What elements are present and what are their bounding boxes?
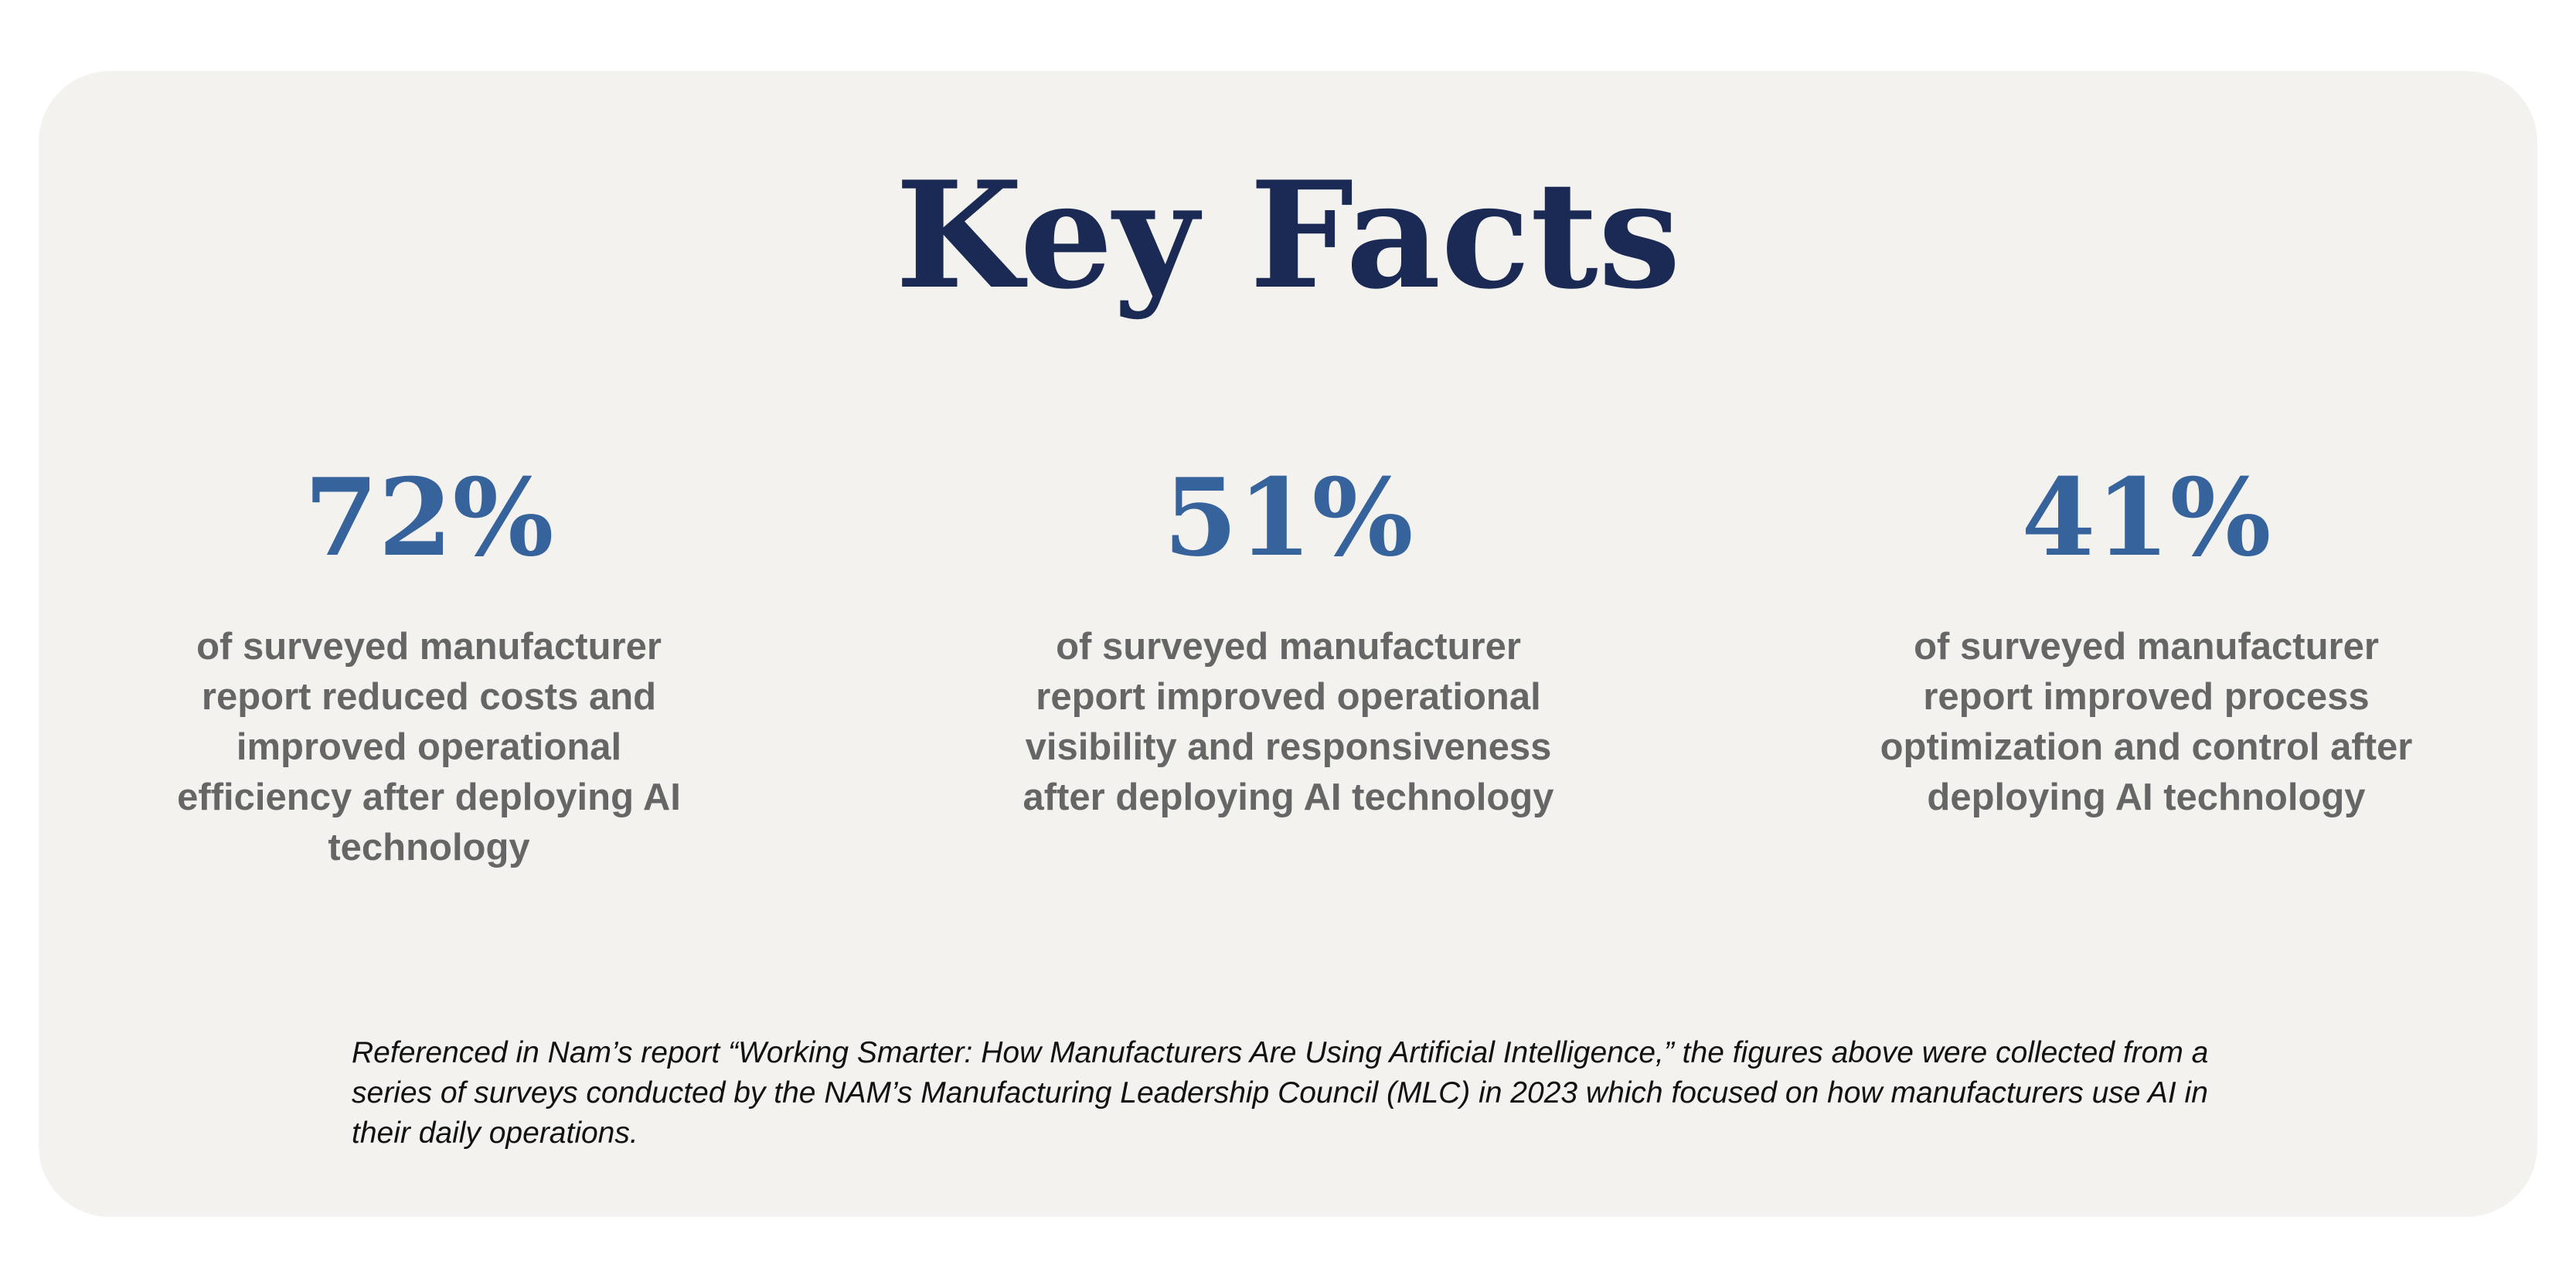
- source-footnote: Referenced in Nam’s report “Working Smarter: How Manufacturers Are Using Artificial Intelligence,” the figures above were collected from a series of surveys conducted by the NAM’s Manufacturing Leadership Council (MLC) in 2023 which focused on how manufacturers use AI in their daily operations.: [352, 1036, 2209, 1150]
- page-title: Key Facts: [895, 149, 1681, 321]
- fact-item-2: [995, 452, 1582, 823]
- fact-item-3: [1853, 452, 2440, 823]
- fact-description-1: of surveyed manufacturer report reduced costs and improved operational efficiency after deploying AI technology: [177, 626, 681, 868]
- fact-value-3: 41%: [2021, 454, 2271, 580]
- fact-value-1: 72%: [304, 454, 554, 580]
- fact-value-2: 51%: [1163, 454, 1414, 580]
- fact-item-1: [135, 452, 723, 873]
- fact-description-2: of surveyed manufacturer report improved operational visibility and responsiveness after deploying AI technology: [1023, 626, 1554, 818]
- fact-description-3: of surveyed manufacturer report improved process optimization and control after deploying AI technology: [1880, 626, 2413, 818]
